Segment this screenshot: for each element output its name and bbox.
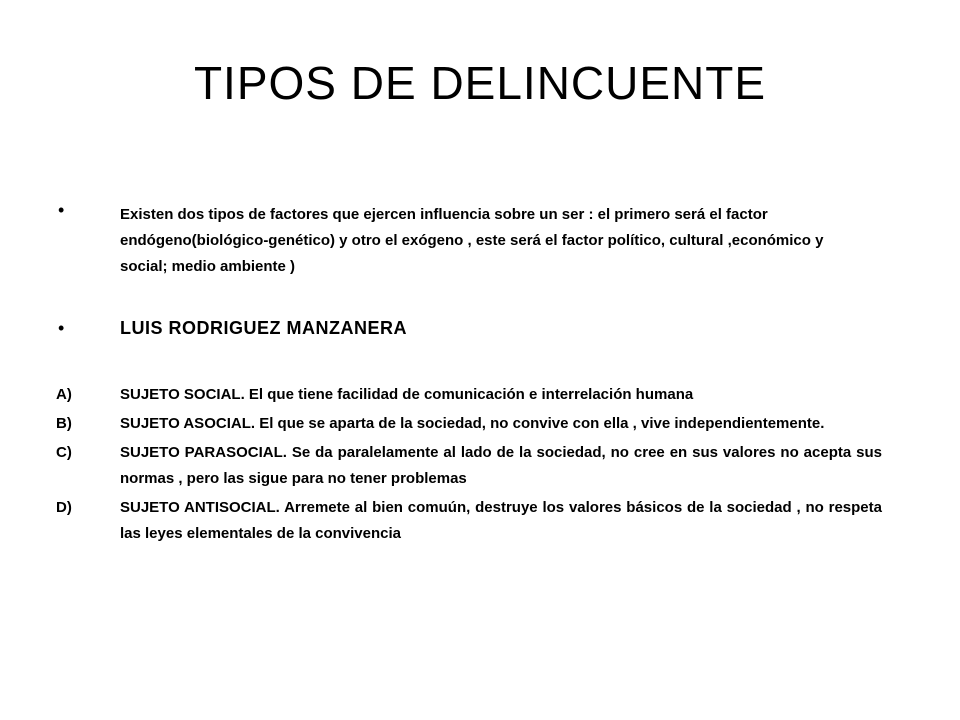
- item-text: SUJETO PARASOCIAL. Se da paralelamente al lado de la sociedad, no cree en sus valores no acepta sus normas , pero las sigue para no tener problemas: [120, 444, 882, 487]
- intro-paragraph: Existen dos tipos de factores que ejercen influencia sobre un ser : el primero será el factor endógeno(biológico-genético) y otro el exógeno , este será el factor político, cultural ,económico y social; medio ambiente ): [120, 206, 824, 275]
- item-text: SUJETO ASOCIAL. El que se aparta de la sociedad, no convive con ella , vive independientemente.: [120, 415, 825, 432]
- item-text: SUJETO ANTISOCIAL. Arremete al bien comuún, destruye los valores básicos de la sociedad , no respeta las leyes elementales de la convivencia: [120, 499, 882, 542]
- list-item: [0, 495, 960, 547]
- bullet-icon: •: [58, 318, 65, 338]
- author-name: LUIS RODRIGUEZ MANZANERA: [120, 318, 407, 338]
- bullet-icon: •: [58, 200, 65, 220]
- slide-title: TIPOS DE DELINCUENTE: [193, 57, 767, 109]
- list-item: [0, 411, 960, 437]
- item-letter: A): [56, 386, 72, 403]
- item-letter: B): [56, 415, 72, 432]
- item-letter: C): [56, 444, 72, 461]
- list-item: [0, 382, 960, 408]
- item-text: SUJETO SOCIAL. El que tiene facilidad de comunicación e interrelación humana: [120, 386, 694, 403]
- item-letter: D): [56, 499, 72, 516]
- subject-type-list: [0, 382, 960, 550]
- list-item: [0, 440, 960, 492]
